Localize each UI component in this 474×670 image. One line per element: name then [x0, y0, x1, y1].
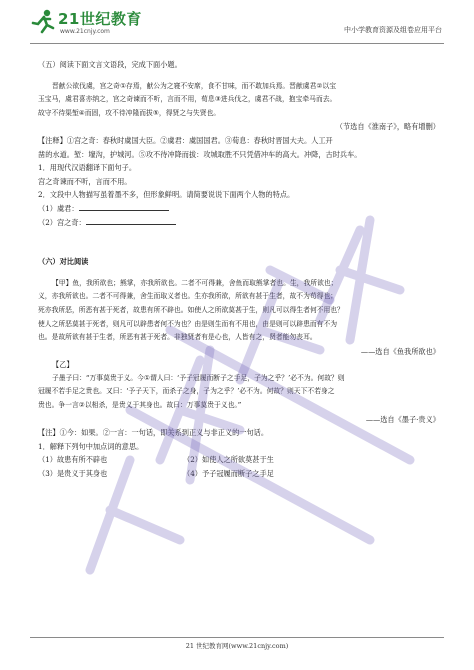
- answer-line-b: [38, 216, 440, 230]
- question-items-row: [38, 453, 440, 467]
- answer-label: （1）虞君：: [38, 203, 79, 213]
- answer-label: （2）宫之奇：: [38, 217, 86, 227]
- header-divider: [30, 43, 444, 44]
- passage-line: 义，亦我所欲也。二者不可得兼，舍生而取义者也。生亦我所欲，所欲有甚于生者，故不为苟得也；: [38, 292, 338, 301]
- logo-url: www.21cnjy.com: [60, 28, 110, 35]
- passage-source: （节选自《淮南子》，略有增删）: [335, 122, 440, 132]
- runner-logo-icon: [30, 8, 56, 36]
- question-1: 1．用现代汉语翻译下面句子。: [38, 163, 137, 173]
- passage-line: 也。是故所欲有甚于生者，所恶有甚于死者。非独贤者有是心也，人皆有之，贤者能勿丧耳。: [38, 333, 317, 342]
- question-1-sentence: 宫之奇谏而不听，言而不用。: [38, 176, 132, 186]
- question-item: （2）如使人之所欲莫甚于生: [183, 455, 274, 465]
- passage-source: ——选自《鱼我所欲也》: [360, 346, 440, 356]
- answer-line-a: [38, 202, 440, 216]
- answer-blank[interactable]: [86, 216, 176, 225]
- question-item: （4）予子冠履而断子之手足: [183, 469, 274, 479]
- answer-blank[interactable]: [79, 202, 169, 211]
- page-footer: 21 世纪教育网(www.21cnjy.com): [185, 642, 289, 650]
- passage-line: 死亦我所恶，所恶有甚于死者，故患有所不辟也。如使人之所欲莫甚于生，则凡可以得生者何不用也？: [38, 305, 344, 314]
- section5-title: （五）阅读下面文言文语段，完成下面小题。: [38, 60, 182, 69]
- passage-label: 【乙】: [52, 360, 74, 370]
- passage-line: 子墨子曰：“万事莫贵于义。今①谓人曰：‘予子冠履而断子之手足，子为之乎？’必不为。何故？则: [52, 373, 345, 382]
- passage-source: ——选自《墨子·贵义》: [365, 414, 440, 424]
- question-2: 2．文段中人物描写虽着墨不多，但形象鲜明。请简要说说下面两个人物的特点。: [38, 190, 295, 200]
- logo-text: 21世纪教育: [58, 10, 142, 28]
- passage-line: 晋献公欲伐虞，宫之奇①存焉，献公为之寝不安席，食不甘味，而不敢加兵焉。晋献虞君②以宝: [52, 81, 337, 90]
- page-header: [0, 0, 474, 48]
- note-line: 【注释】①宫之奇：春秋时虞国大臣。②虞君：虞国国君。③荀息：春秋时晋国大夫。人工开: [38, 135, 333, 145]
- question-1: 1．解释下列句中加点词的意思。: [38, 441, 144, 451]
- footer-divider: [30, 637, 444, 638]
- note-line: 凿的水道。堑：壕沟，护城河。⑤攻不待冲降而拔：攻城取胜不只凭借冲车的高大。冲降，古时兵车。: [38, 149, 362, 159]
- passage-line: 使人之所恶莫甚于死者，则凡可以辟患者何不为也？由是则生而有不用也，由是则可以辟患而有不为: [38, 319, 338, 328]
- question-item: （1）故患有所不辟也: [38, 455, 108, 465]
- passage-line: 故守不待渠堑④而固，攻不待冲隆而拔⑤，得贤之与失贤也。: [38, 108, 221, 117]
- passage-line: 玉宝马，虞君喜亦纳之，宫之奇谏而不听，言而不用，荀息③进兵伐之，虞君不战，抱宝牵马而去。: [38, 95, 337, 104]
- question-items-row: [38, 467, 440, 481]
- document-body: [38, 58, 440, 481]
- note-line: 【注】①今：如果。②一言：一句话，即关系到正义与非正义的一句话。: [38, 428, 269, 438]
- question-item: （3）是贵义于其身也: [38, 469, 108, 479]
- platform-name: 中小学教育资源及组卷应用平台: [344, 26, 442, 34]
- passage-line: 冠履不若手足之贵也。又曰：‘予子天下，而杀子之身，子为之乎？’必不为。何故？则天下不若身之: [38, 387, 335, 396]
- passage-line: 【甲】鱼，我所欲也；熊掌，亦我所欲也。二者不可得兼，舍鱼而取熊掌者也。生，我所欲也；: [52, 278, 338, 287]
- section6-title: （六）对比阅读: [38, 257, 89, 267]
- site-logo: [30, 6, 150, 40]
- passage-line: 贵也。争一言②以相杀，是贵义于其身也。故曰：万事莫贵于义也。”: [38, 401, 242, 410]
